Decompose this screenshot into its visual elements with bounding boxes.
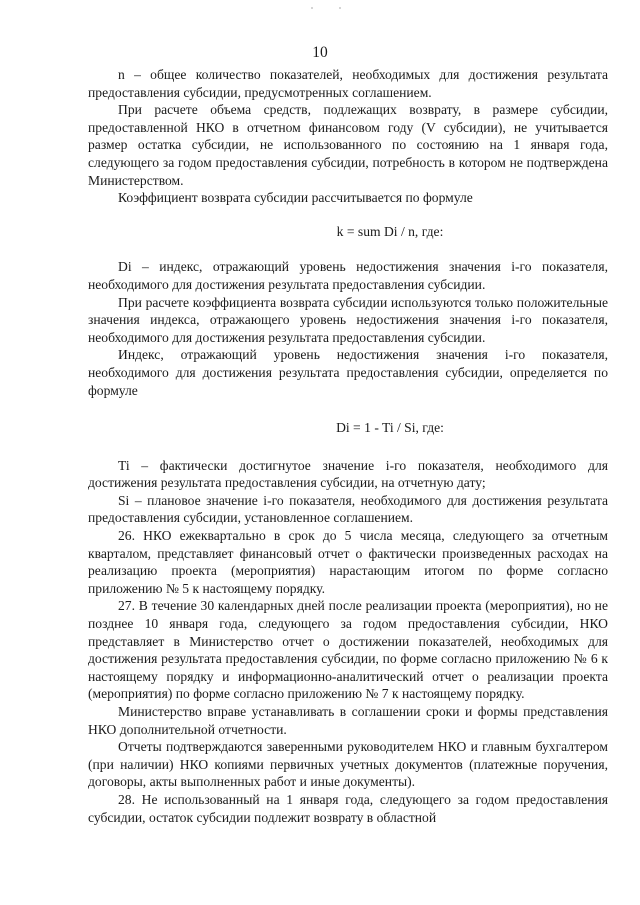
paragraph-ti-definition: Ti – фактически достигнутое значение i-го показателя, необходимого для достижения результата предоставления субсидии, на отчетную дату; [88, 457, 608, 491]
paragraph-item-27: 27. В течение 30 календарных дней после реализации проекта (мероприятия), но не позднее 10 января года, следующего за годом предоставления субсидии, НКО представляет в Министерство отчет о достижении показателей, необходимых для достижения результата предоставления субсидии, по форме согласно приложению № 6 к настоящему порядку и информационно-аналитический отчет о реализации проекта (мероприятия) по форме согласно приложению № 7 к настоящему порядку. [88, 598, 608, 702]
scan-speck [311, 7, 313, 9]
formula-k: k = sum Di / n, где: [336, 223, 444, 239]
paragraph-coefficient-intro: Коэффициент возврата субсидии рассчитывается по формуле [118, 190, 473, 206]
page-number: 10 [312, 44, 328, 61]
paragraph-di-definition: Di – индекс, отражающий уровень недостижения значения i-го показателя, необходимого для достижения результата предоставления субсидии. [88, 259, 608, 292]
document-body [88, 66, 608, 826]
formula-di: Di = 1 - Ti / Si, где: [336, 420, 444, 436]
scan-speck [339, 7, 341, 9]
paragraph-n-definition: n – общее количество показателей, необходимых для достижения результата предоставления субсидии, предусмотренных соглашением. [88, 67, 608, 100]
paragraph-reports-confirmation: Отчеты подтверждаются заверенными руководителем НКО и главным бухгалтером (при наличии) НКО копиями первичных учетных документов (платежные поручения, договоры, акты выполненных работ и иные документы). [88, 739, 608, 790]
paragraph-positive-values: При расчете коэффициента возврата субсидии используются только положительные значения индекса, отражающего уровень недостижения значения i-го показателя, необходимого для достижения результата предоставления субсидии. [88, 294, 608, 345]
paragraph-additional-reporting: Министерство вправе устанавливать в соглашении сроки и формы представления НКО дополнительной отчетности. [88, 704, 608, 737]
paragraph-index-intro: Индекс, отражающий уровень недостижения значения i-го показателя, необходимого для достижения результата предоставления субсидии, определяется по формуле [88, 347, 608, 398]
paragraph-return-volume: При расчете объема средств, подлежащих возврату, в размере субсидии, предоставленной НКО в отчетном финансовом году (V субсидии), не учитывается размер остатка субсидии, не использованного по состоянию на 1 января года, следующего за годом предоставления субсидии, потребность в котором не подтверждена Министерством. [88, 102, 608, 188]
paragraph-item-26: 26. НКО ежеквартально в срок до 5 числа месяца, следующего за отчетным кварталом, представляет финансовый отчет о фактически произведенных расходах на реализацию проекта (мероприятия) нарастающим итогом по форме согласно приложению № 5 к настоящему порядку. [88, 528, 608, 596]
paragraph-item-28: 28. Не использованный на 1 января года, следующего за годом предоставления субсидии, остаток субсидии подлежит возврату в областной [88, 791, 608, 825]
paragraph-si-definition: Si – плановое значение i-го показателя, необходимого для достижения результата предоставления субсидии, установленное соглашением. [88, 492, 608, 526]
